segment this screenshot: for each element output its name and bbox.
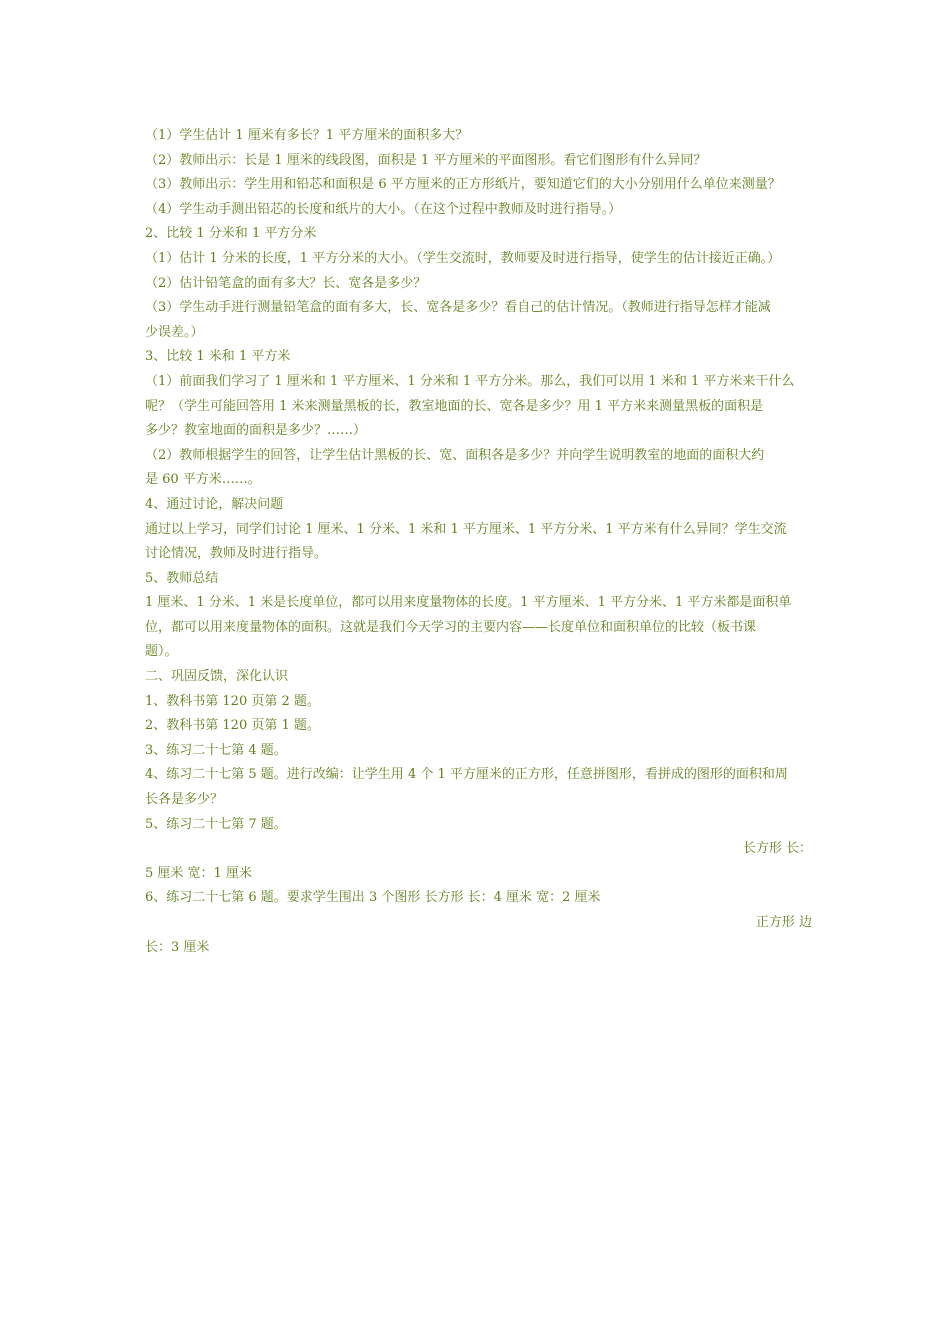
text-line: 6、练习二十七第 6 题。要求学生围出 3 个图形 长方形 长：4 厘米 宽：2 厘米 [145,890,601,906]
text-line: 二、巩固反馈，深化认识 [145,669,289,685]
text-line: 讨论情况，教师及时进行指导。 [145,546,328,562]
text-line: 3、比较 1 米和 1 平方米 [145,349,291,365]
text-line: （1）学生估计 1 厘米有多长？1 平方厘米的面积多大？ [145,128,469,143]
text-line: 4、练习二十七第 5 题。进行改编：让学生用 4 个 1 平方厘米的正方形，任意拼图形，看拼成的图形的面积和周 [145,767,788,783]
text-line: （2）教师出示：长是 1 厘米的线段图，面积是 1 平方厘米的平面图形。看它们图形有什么异同？ [145,152,707,168]
text-line: 通过以上学习，同学们讨论 1 厘米、1 分米、1 米和 1 平方厘米、1 平方分米、1 平方米有什么异同？学生交流 [145,521,787,537]
text-line: （2）教师根据学生的回答，让学生估计黑板的长、宽、面积各是多少？并向学生说明教室的地面的面积大约 [145,447,765,463]
text-line: 3、练习二十七第 4 题。 [145,742,287,758]
text-line: （4）学生动手测出铅芯的长度和纸片的大小。（在这个过程中教师及时进行指导。） [145,201,622,217]
text-line: 1、教科书第 120 页第 2 题。 [145,693,320,709]
text-line: 位，都可以用来度量物体的面积。这就是我们今天学习的主要内容——长度单位和面积单位的比较（板书课 [145,619,757,635]
text-line: 长方形 长： [742,841,812,857]
text-line: 5、练习二十七第 7 题。 [145,816,287,832]
text-line: 4、通过讨论，解决问题 [145,496,284,512]
text-line: （1）前面我们学习了 1 厘米和 1 平方厘米、1 分米和 1 平方分米。那么，我们可以用 1 米和 1 平方米来干什么 [145,373,795,389]
text-line: 题）。 [145,644,178,660]
text-line: 5 厘米 宽：1 厘米 [145,865,252,881]
text-line: （3）学生动手进行测量铅笔盒的面有多大，长、宽各是多少？看自己的估计情况。（教师进行指导怎样才能减 [145,300,771,316]
text-line: 2、教科书第 120 页第 1 题。 [145,718,320,734]
text-line: 多少？教室地面的面积是多少？……） [145,423,367,439]
text-line: 5、教师总结 [145,570,219,586]
document-body [145,124,812,960]
text-line: 呢？（学生可能回答用 1 米来测量黑板的长，教室地面的长、宽各是多少？用 1 平方米来测量黑板的面积是 [145,398,764,414]
text-line: 正方形 边 [755,915,812,930]
text-line: 少误差。） [145,324,204,340]
text-line: 长各是多少？ [145,792,224,808]
text-line: 1 厘米、1 分米、1 米是长度单位，都可以用来度量物体的长度。1 平方厘米、1 平方分米、1 平方米都是面积单 [145,595,792,611]
text-line: 长：3 厘米 [145,939,210,955]
text-line: 2、比较 1 分米和 1 平方分米 [145,226,317,242]
text-line: （3）教师出示：学生用和铅芯和面积是 6 平方厘米的正方形纸片，要知道它们的大小分别用什么单位来测量？ [145,177,781,193]
text-line: （2）估计铅笔盒的面有多大？长、宽各是多少？ [145,275,427,291]
text-line: （1）估计 1 分米的长度，1 平方分米的大小。（学生交流时，教师要及时进行指导，使学生的估计接近正确。） [145,250,781,266]
text-line: 是 60 平方米……。 [145,472,261,488]
